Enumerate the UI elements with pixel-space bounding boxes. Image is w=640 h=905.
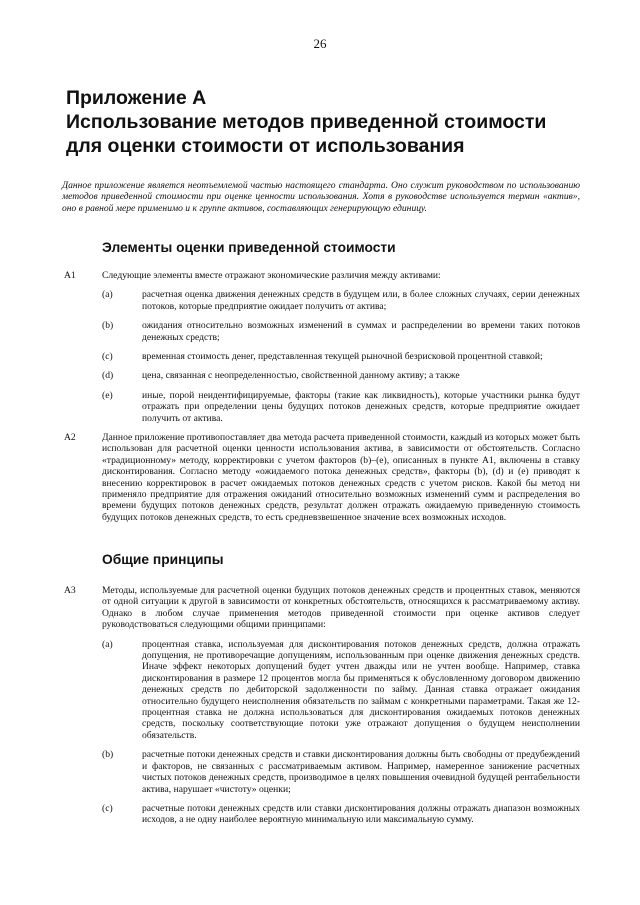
item-marker: (b) <box>102 749 114 761</box>
list-item <box>102 390 580 424</box>
item-marker: (a) <box>102 638 113 650</box>
list-item <box>102 370 580 381</box>
paragraph-a3 <box>64 585 580 834</box>
appendix-title-line-3: для оценки стоимости от использования <box>66 135 465 157</box>
item-text: расчетная оценка движения денежных средств в будущем или, в более сложных случаях, серии денежных потоков, которые предприятие ожидает получить от актива; <box>142 289 580 312</box>
item-marker: (e) <box>102 389 113 401</box>
paragraph-text: Следующие элементы вместе отражают экономические различия между активами: <box>102 270 441 281</box>
appendix-title-line-1: Приложение А <box>66 87 207 109</box>
paragraph-a2 <box>64 432 580 523</box>
item-text: иные, порой неидентифицируемые, факторы (такие как ликвидность), которые участники рынка будут отражать при определении цены будущих потоков денежных средств, которые предприятие ожидает получить от актива. <box>142 389 580 424</box>
paragraph-number: А3 <box>64 585 76 596</box>
item-marker: (c) <box>102 351 113 363</box>
item-text: процентная ставка, используемая для дисконтирования потоков денежных средств, должна отражать допущения, не противоречащие допущениям, использованным при оценке движения денежных средств. Иначе эффект некоторых допущений будет учтен дважды или не учтен вообще. Например, ставка дисконтирования в размере 12 процентов могла бы применяться к обусловленному договором движению денежных средств по дебиторской задолженности по займу. Данная ставка отражает ожидания относительно будущего неисполнения обязательств по займам с конкретными параметрами. Такая же 12-процентная ставка не должна использоваться для дисконтирования ожидаемых потоков денежных средств, поскольку соответствующие потоки уже отражают допущения о будущем неисполнении обязательств. <box>142 638 580 741</box>
item-marker: (c) <box>102 802 113 814</box>
item-marker: (b) <box>102 320 114 332</box>
intro-note: Данное приложение является неотъемлемой частью настоящего стандарта. Оно служит руководством по использованию методов приведенной стоимости при оценке ценности использования. Хотя в руководстве используется термин «актив», оно в равной мере применимо и к группе активов, составляющих генерирующую единицу. <box>62 180 580 214</box>
paragraph-a1 <box>64 270 580 432</box>
list-item <box>102 320 580 343</box>
a1-list <box>102 289 580 424</box>
paragraph-number: А1 <box>64 270 76 281</box>
paragraph-text: Методы, используемые для расчетной оценки будущих потоков денежных средств и процентных ставок, меняются от одной ситуации к другой в зависимости от конкретных обстоятельств, относящихся к рассматриваемому активу. Однако в любом случае применения методов приведенной стоимости при оценке активов следует руководствоваться следующими общими принципами: <box>102 585 580 631</box>
list-item <box>102 289 580 312</box>
list-item <box>102 749 580 795</box>
list-item <box>102 639 580 742</box>
page-number: 26 <box>313 36 327 51</box>
section-heading-elements: Элементы оценки приведенной стоимости <box>102 240 396 255</box>
item-text: расчетные потоки денежных средств или ставки дисконтирования должны отражать диапазон возможных исходов, а не одну наиболее вероятную минимальную или максимальную сумму. <box>142 802 580 826</box>
item-text: расчетные потоки денежных средств и ставки дисконтирования должны быть свободны от предубеждений и факторов, не связанных с рассматриваемым активом. Например, намеренное занижение расчетных чистых потоков денежных средств, производимое в целях повышения очевидной будущей рентабельности актива, нарушает «чистоту» оценки; <box>142 749 580 795</box>
a3-list <box>102 639 580 826</box>
item-text: цена, связанная с неопределенностью, свойственной данному активу; а также <box>142 370 460 382</box>
appendix-title <box>66 86 586 158</box>
item-marker: (d) <box>102 370 114 382</box>
item-marker: (a) <box>102 289 113 301</box>
list-item <box>102 803 580 826</box>
list-item <box>102 351 580 362</box>
item-text: ожидания относительно возможных изменений в суммах и распределении во времени таких потоков денежных средств; <box>142 320 580 343</box>
appendix-title-line-2: Использование методов приведенной стоимости <box>66 111 547 133</box>
paragraph-text: Данное приложение противопоставляет два метода расчета приведенной стоимости, каждый из которых может быть использован для расчетной оценки ценности использования актива, в зависимости от обстоятельств. Согласно «традиционному» методу, корректировки с учетом факторов (b)–(e), описанных в пункте А1, включены в ставку дисконтирования. Согласно методу «ожидаемого потока денежных средств», факторы (b), (d) и (e) приводят к внесению корректировок в расчет ожидаемых потоков денежных средств с учетом рисков. Какой бы метод ни применяло предприятие для отражения ожиданий относительно возможных изменений сумм и распределения во времени будущих потоков денежных средств, результат должен отражать ожидаемую приведенную стоимость будущих потоков денежных средств, то есть средневзвешенное значение всех возможных исходов. <box>102 432 580 523</box>
item-text: временная стоимость денег, представленная текущей рыночной безрисковой процентной ставкой; <box>142 351 543 363</box>
section-heading-general-principles: Общие принципы <box>102 552 224 567</box>
paragraph-number: А2 <box>64 432 76 443</box>
